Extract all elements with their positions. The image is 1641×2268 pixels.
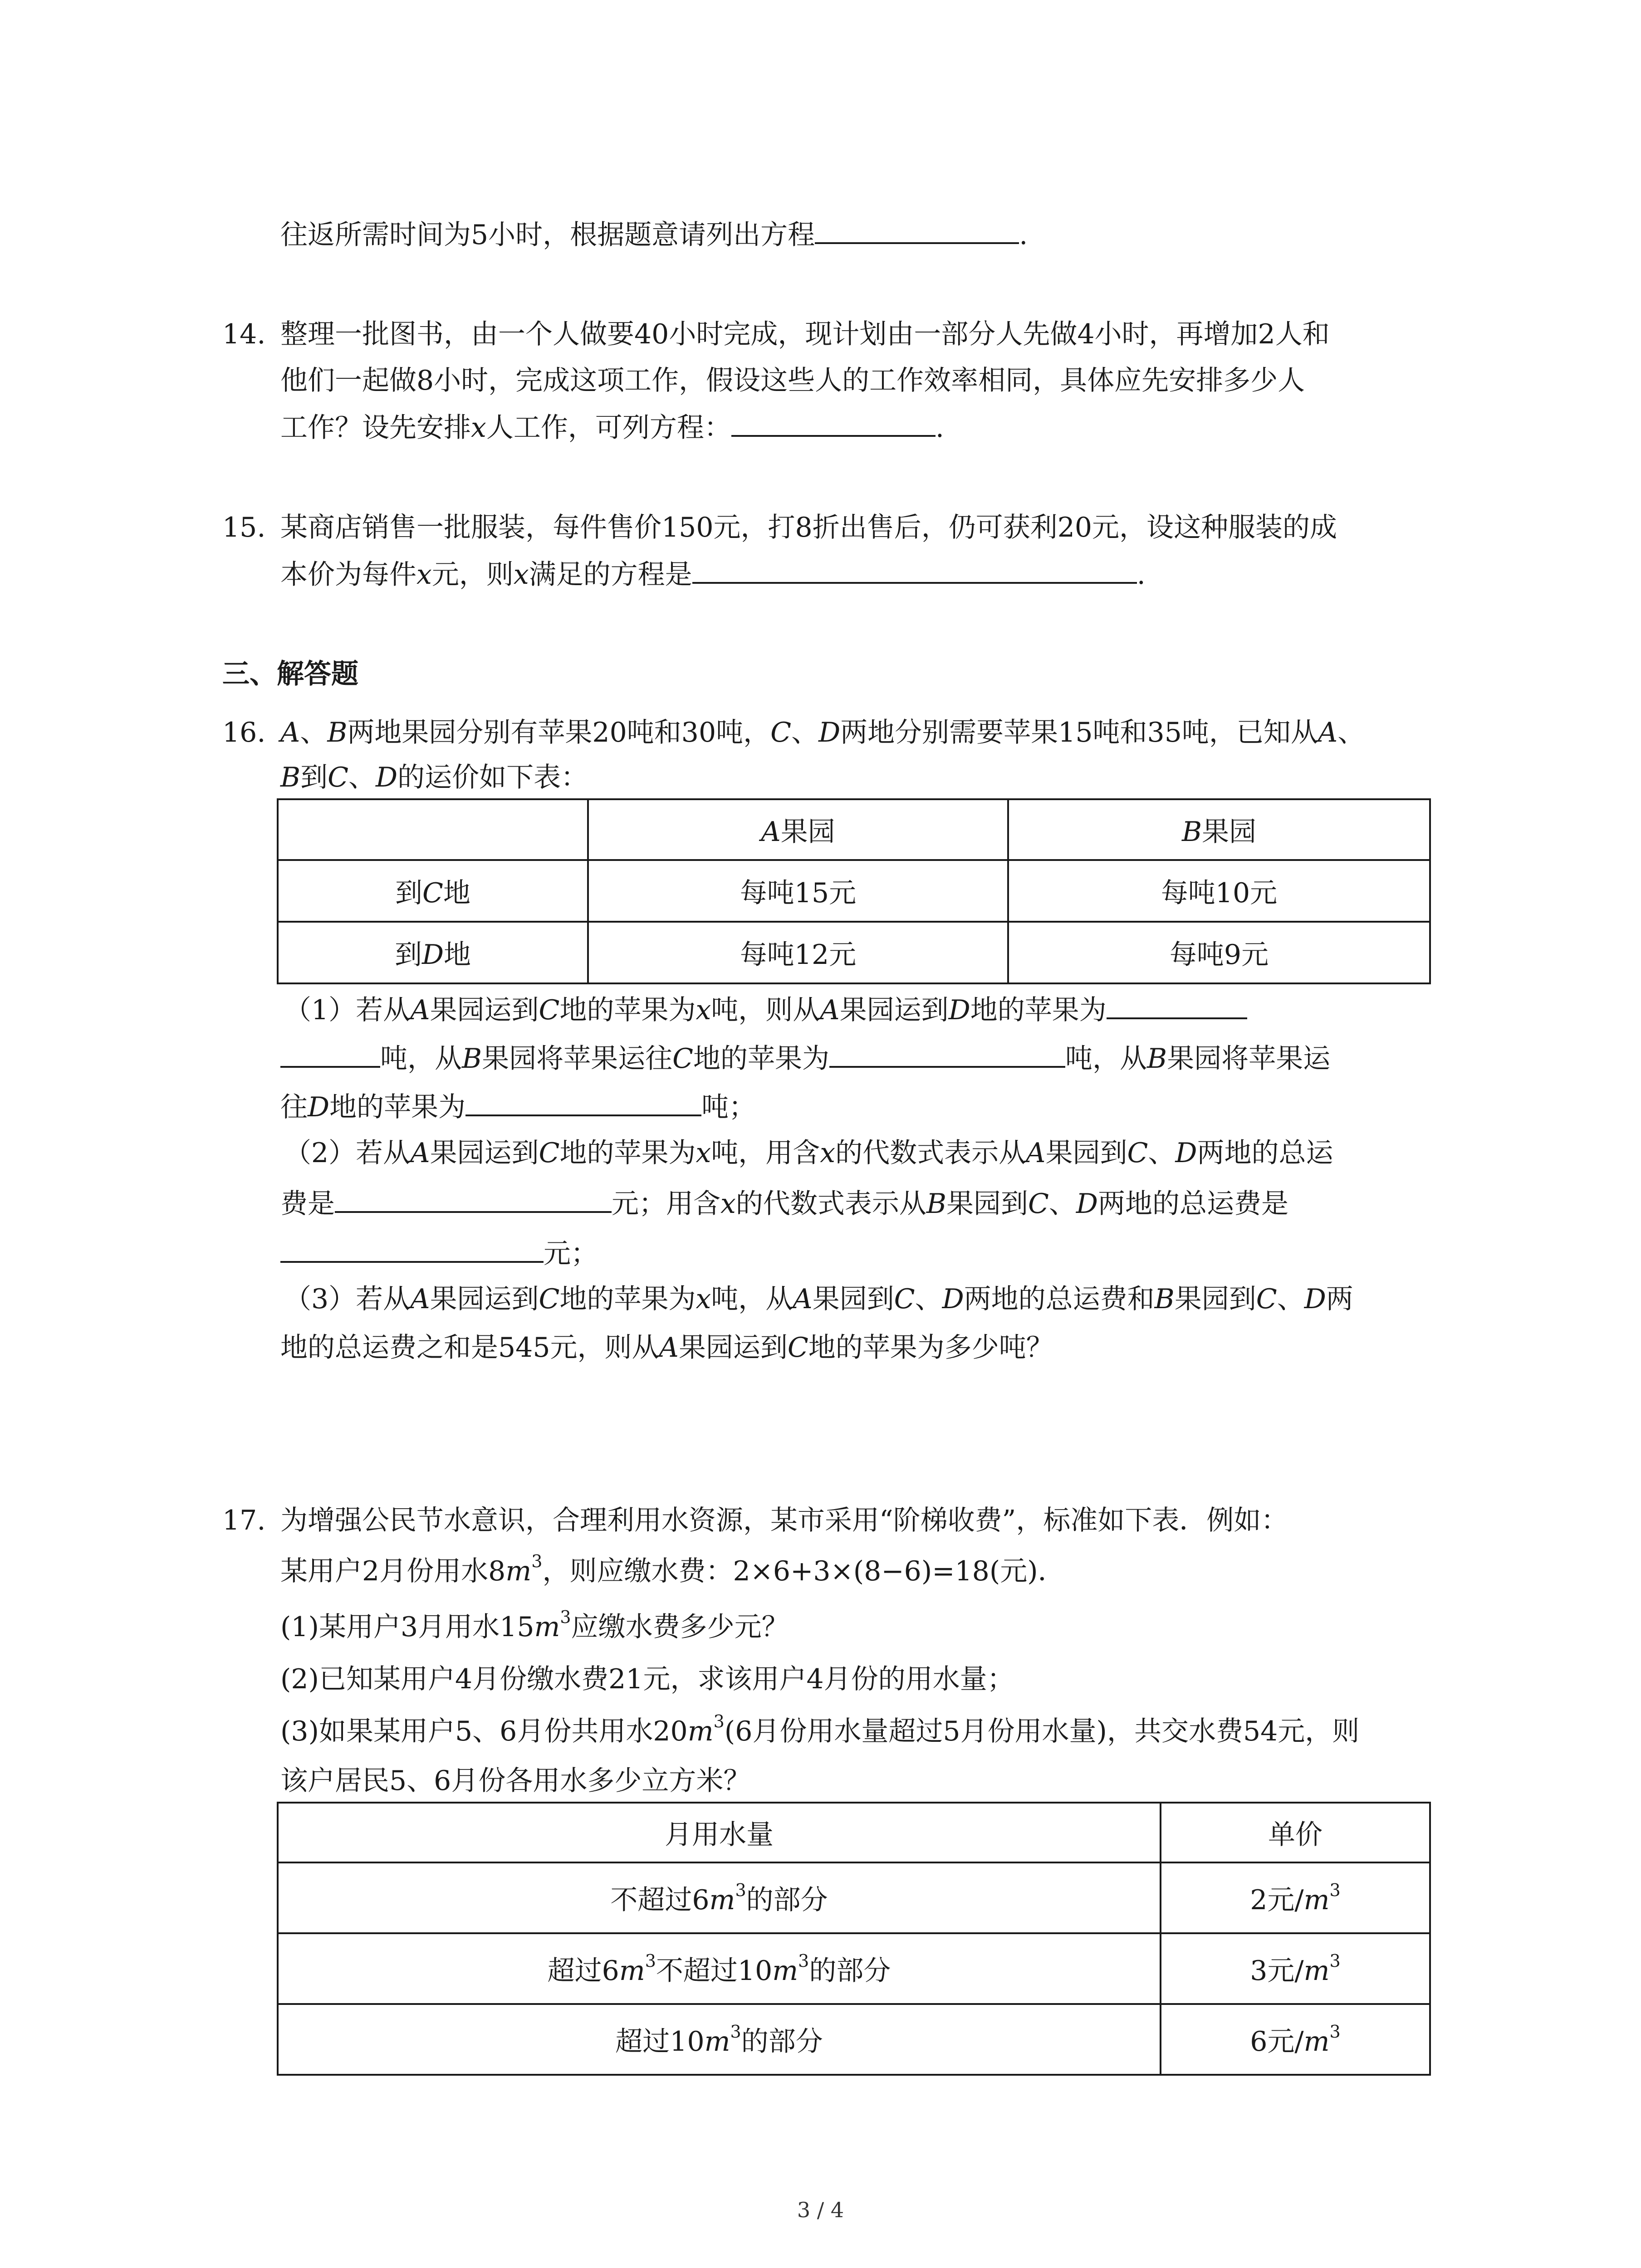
table-cell: 超过$6m^3$不超过$10m^3$的部分 [278, 1933, 1161, 2004]
q16-p1-line-2: 吨，从B果园将苹果运往C地的苹果为 吨，从B果园将苹果运 [280, 1039, 1330, 1078]
q17-pricing-table [277, 1802, 1431, 2076]
table-row [278, 922, 1430, 983]
q17-sub-3-line-1: (3)如果某用户5、6月份共用水$20m^3(6$月份用水量超过5月份用水量)，共交水费54元，则 [280, 1711, 1360, 1747]
q16-p1-blank-1b[interactable] [280, 1039, 380, 1068]
q15-line-1: 某商店销售一批服装，每件售价150元，打8折出售后，仍可获利20元，设这种服装的成 [280, 512, 1337, 543]
q16-number: 16. [222, 717, 266, 748]
q16-p1-line-3: 往D地的苹果为 吨； [280, 1087, 756, 1126]
table-cell: 不超过$6m^3$的部分 [278, 1862, 1161, 1933]
page-number: 3 / 4 [797, 2198, 844, 2222]
table-cell: 每吨15元 [588, 860, 1008, 922]
table-cell: 每吨9元 [1008, 922, 1430, 983]
q17-sub-2: (2)已知某用户4月份缴水费21元，求该用户4月份的用水量； [280, 1663, 1014, 1695]
q14-line-2: 他们一起做8小时，完成这项工作，假设这些人的工作效率相同，具体应先安排多少人 [280, 365, 1305, 396]
q15-number: 15. [222, 512, 266, 543]
table-header-usage: 月用水量 [278, 1803, 1161, 1862]
q14-number: 14. [222, 318, 266, 350]
q13-text: 往返所需时间为5小时，根据题意请列出方程 [280, 219, 815, 251]
table-row [278, 1862, 1430, 1933]
q16-p2-line-3: 元； [280, 1234, 598, 1273]
table-row-label: 到D地 [278, 922, 588, 983]
q13-line: 往返所需时间为5小时，根据题意请列出方程 . [280, 215, 1028, 254]
q17-sub-1: (1)某用户3月用水$15m^3$应缴水费多少元？ [280, 1607, 789, 1643]
q17-sub-3-line-2: 该户居民5、6月份各用水多少立方米？ [280, 1765, 751, 1797]
table-cell: 超过$10m^3$的部分 [278, 2004, 1161, 2075]
q16-p2-line-2: 费是 元；用含x的代数式表示从B果园到C、D两地的总运费是 [280, 1184, 1288, 1223]
q15-line-2: 本价为每件x元，则x满足的方程是 . [280, 555, 1146, 594]
table-row [278, 2004, 1430, 2075]
table-header-b: B果园 [1008, 799, 1430, 860]
q17-line-1: 为增强公民节水意识，合理利用水资源，某市采用“阶梯收费”，标准如下表．例如： [280, 1505, 1288, 1536]
table-header-a: A果园 [588, 799, 1008, 860]
q15-answer-blank[interactable] [692, 555, 1137, 584]
q13-answer-blank[interactable] [815, 215, 1019, 244]
table-header-price: 单价 [1161, 1803, 1430, 1862]
table-cell: 3元$/m^3$ [1161, 1933, 1430, 2004]
table-row [278, 860, 1430, 922]
table-cell: 每吨12元 [588, 922, 1008, 983]
q17-number: 17. [222, 1505, 266, 1536]
q16-p1-blank-2[interactable] [829, 1039, 1065, 1068]
q16-p2-blank-1[interactable] [335, 1184, 612, 1213]
q16-p2-blank-2[interactable] [280, 1234, 544, 1263]
q16-line-2: B到C、D的运价如下表： [280, 762, 588, 793]
table-row [278, 1803, 1430, 1862]
q16-p1-blank-3[interactable] [465, 1087, 701, 1116]
q16-p1-line-1: （1）若从A果园运到C地的苹果为x吨，则从A果园运到D地的苹果为 [284, 990, 1247, 1029]
q16-freight-table [277, 798, 1431, 984]
q14-line-3: 工作？设先安排x人工作，可列方程： . [280, 408, 944, 447]
table-row [278, 1933, 1430, 2004]
q16-p2-line-1: （2）若从A果园运到C地的苹果为x吨，用含x的代数式表示从A果园到C、D两地的总运 [284, 1137, 1333, 1169]
section-title: 三、解答题 [222, 658, 358, 690]
table-cell: 6元$/m^3$ [1161, 2004, 1430, 2075]
q16-p3-line-1: （3）若从A果园运到C地的苹果为x吨，从A果园到C、D两地的总运费和B果园到C、D两 [284, 1283, 1353, 1315]
q16-line-1: A、B两地果园分别有苹果20吨和30吨，C、D两地分别需要苹果15吨和35吨，已知从A、 [280, 717, 1365, 748]
table-cell: 每吨10元 [1008, 860, 1430, 922]
q14-line-1: 整理一批图书，由一个人做要40小时完成，现计划由一部分人先做4小时，再增加2人和 [280, 318, 1330, 350]
table-row [278, 799, 1430, 860]
table-cell [278, 799, 588, 860]
q14-answer-blank[interactable] [731, 408, 936, 437]
table-cell: 2元$/m^3$ [1161, 1862, 1430, 1933]
q16-p3-line-2: 地的总运费之和是545元，则从A果园运到C地的苹果为多少吨？ [280, 1332, 1053, 1364]
q16-p1-blank-1a[interactable] [1107, 990, 1247, 1019]
q17-line-2: 某用户2月份用水$8m^3$，则应缴水费：2×6+3×(8−6)=18(元)． [280, 1551, 1065, 1587]
table-row-label: 到C地 [278, 860, 588, 922]
